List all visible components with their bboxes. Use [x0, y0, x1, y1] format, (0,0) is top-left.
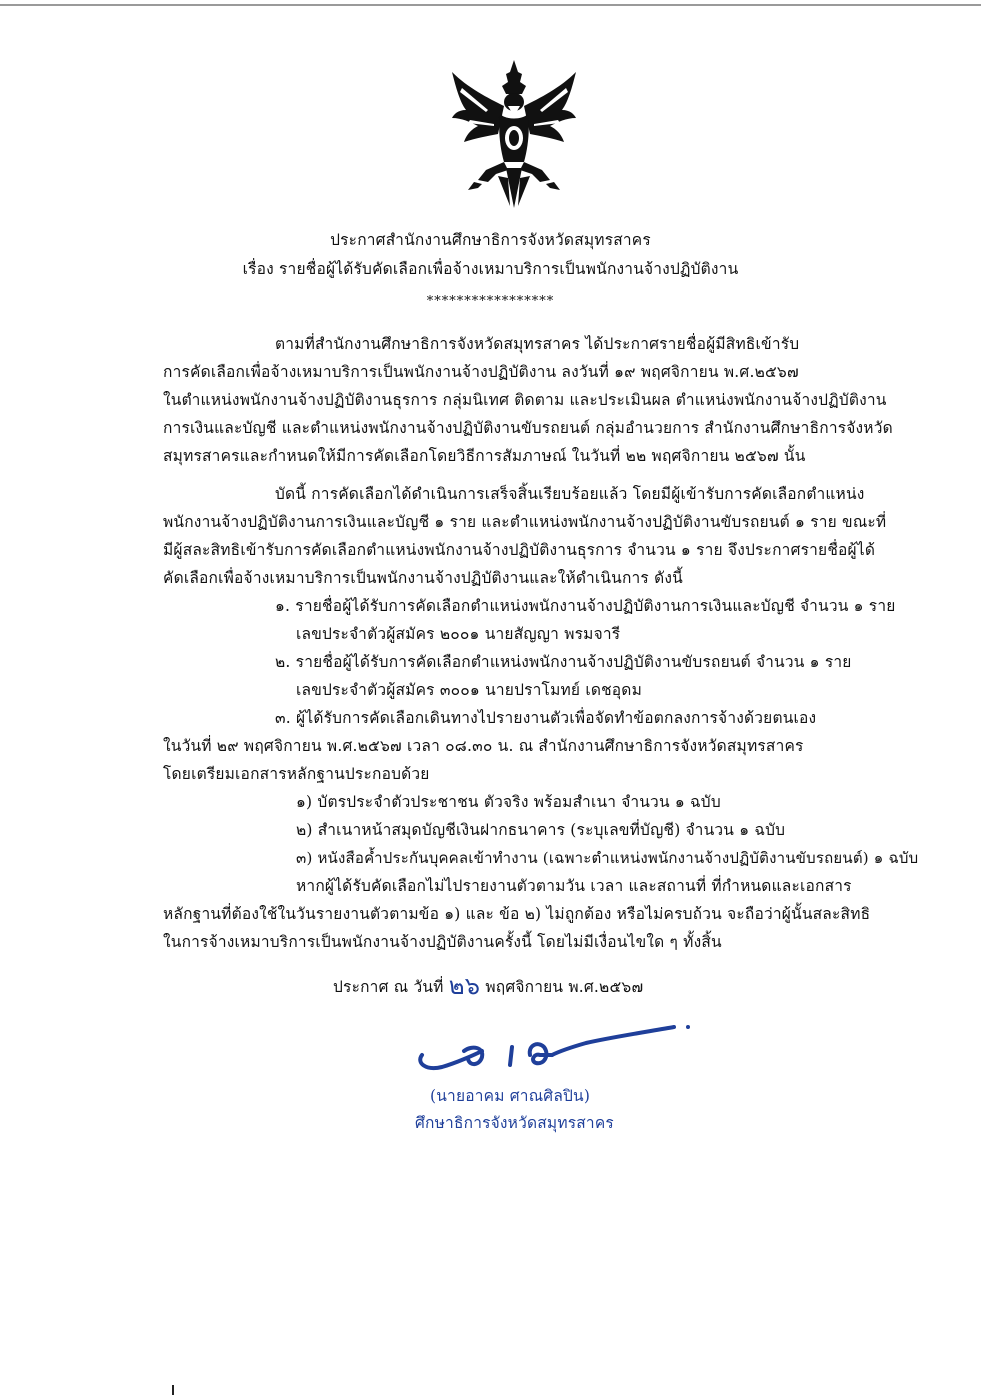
- paragraph-line: ในการจ้างเหมาบริการเป็นพนักงานจ้างปฏิบัติงานครั้งนี้ โดยไม่มีเงื่อนไขใด ๆ ทั้งสิ้น: [163, 933, 722, 951]
- list-item-1: ๑. รายชื่อผู้ได้รับการคัดเลือกตำแหน่งพนักงานจ้างปฏิบัติงานการเงินและบัญชี จำนวน ๑ ราย: [275, 597, 896, 615]
- announcement-subject: เรื่อง รายชื่อผู้ได้รับคัดเลือกเพื่อจ้างเหมาบริการเป็นพนักงานจ้างปฏิบัติงาน: [242, 260, 739, 278]
- paragraph-line: มีผู้สละสิทธิเข้ารับการคัดเลือกตำแหน่งพนักงานจ้างปฏิบัติงานธุรการ จำนวน ๑ ราย จึงประกาศรายชื่อผู้ได้: [163, 541, 876, 559]
- announcement-title: ประกาศสำนักงานศึกษาธิการจังหวัดสมุทรสาคร: [330, 231, 651, 249]
- separator-stars: *****************: [426, 294, 555, 309]
- list-item-3-line: โดยเตรียมเอกสารหลักฐานประกอบด้วย: [163, 765, 430, 783]
- signature-icon: [412, 1015, 702, 1085]
- document-item-1: ๑) บัตรประจำตัวประชาชน ตัวจริง พร้อมสำเนา จำนวน ๑ ฉบับ: [296, 793, 721, 811]
- paragraph-line: คัดเลือกเพื่อจ้างเหมาบริการเป็นพนักงานจ้างปฏิบัติงานและให้ดำเนินการ ดังนี้: [163, 569, 683, 587]
- date-month-year: พฤศจิกายน พ.ศ.๒๕๖๗: [485, 978, 644, 996]
- paragraph-line: หากผู้ได้รับคัดเลือกไม่ไปรายงานตัวตามวัน เวลา และสถานที่ ที่กำหนดและเอกสาร: [296, 877, 852, 895]
- document-item-2: ๒) สำเนาหน้าสมุดบัญชีเงินฝากธนาคาร (ระบุเลขที่บัญชี) จำนวน ๑ ฉบับ: [296, 821, 786, 839]
- announcement-date: [333, 972, 644, 1000]
- signatory-position: ศึกษาธิการจังหวัดสมุทรสาคร: [415, 1114, 614, 1132]
- scan-edge-mark: [172, 1385, 174, 1395]
- list-item-1-detail: เลขประจำตัวผู้สมัคร ๒๐๐๑ นายสัญญา พรมจารี: [296, 625, 621, 643]
- paragraph-line: บัดนี้ การคัดเลือกได้ดำเนินการเสร็จสิ้นเรียบร้อยแล้ว โดยมีผู้เข้ารับการคัดเลือกตำแหน่ง: [275, 485, 865, 503]
- date-day-handwritten: ๒๖: [448, 972, 481, 1000]
- paragraph-line: ตามที่สำนักงานศึกษาธิการจังหวัดสมุทรสาคร ได้ประกาศรายชื่อผู้มีสิทธิเข้ารับ: [275, 335, 800, 353]
- list-item-3: ๓. ผู้ได้รับการคัดเลือกเดินทางไปรายงานตัวเพื่อจัดทำข้อตกลงการจ้างด้วยตนเอง: [275, 709, 817, 727]
- paragraph-line: การคัดเลือกเพื่อจ้างเหมาบริการเป็นพนักงานจ้างปฏิบัติงาน ลงวันที่ ๑๙ พฤศจิกายน พ.ศ.๒๕๖๗: [163, 363, 799, 381]
- garuda-emblem-icon: [448, 58, 580, 218]
- signatory-name: (นายอาคม ศาณศิลปิน): [430, 1087, 591, 1105]
- paragraph-line: ในตำแหน่งพนักงานจ้างปฏิบัติงานธุรการ กลุ่มนิเทศ ติดตาม และประเมินผล ตำแหน่งพนักงานจ้างปฏิบัติงาน: [163, 391, 887, 409]
- list-item-3-line: ในวันที่ ๒๙ พฤศจิกายน พ.ศ.๒๕๖๗ เวลา ๐๘.๓๐ น. ณ สำนักงานศึกษาธิการจังหวัดสมุทรสาคร: [163, 737, 804, 755]
- paragraph-line: หลักฐานที่ต้องใช้ในวันรายงานตัวตามข้อ ๑) และ ข้อ ๒) ไม่ถูกต้อง หรือไม่ครบถ้วน จะถือว่าผู้นั้นสละสิทธิ: [163, 905, 871, 923]
- list-item-2-detail: เลขประจำตัวผู้สมัคร ๓๐๐๑ นายปราโมทย์ เดชอุดม: [296, 681, 642, 699]
- list-item-2: ๒. รายชื่อผู้ได้รับการคัดเลือกตำแหน่งพนักงานจ้างปฏิบัติงานขับรถยนต์ จำนวน ๑ ราย: [275, 653, 852, 671]
- paragraph-line: พนักงานจ้างปฏิบัติงานการเงินและบัญชี ๑ ราย และตำแหน่งพนักงานจ้างปฏิบัติงานขับรถยนต์ ๑ ราย ขณะที่: [163, 513, 887, 531]
- paragraph-line: สมุทรสาครและกำหนดให้มีการคัดเลือกโดยวิธีการสัมภาษณ์ ในวันที่ ๒๒ พฤศจิกายน ๒๕๖๗ นั้น: [163, 447, 806, 465]
- paragraph-line: การเงินและบัญชี และตำแหน่งพนักงานจ้างปฏิบัติงานขับรถยนต์ กลุ่มอำนวยการ สำนักงานศึกษาธิการจังหวัด: [163, 419, 893, 437]
- document-item-3: ๓) หนังสือค้ำประกันบุคคลเข้าทำงาน (เฉพาะตำแหน่งพนักงานจ้างปฏิบัติงานขับรถยนต์) ๑ ฉบับ: [296, 849, 919, 867]
- top-border-line: [0, 4, 981, 6]
- date-prefix: ประกาศ ณ วันที่: [333, 978, 444, 996]
